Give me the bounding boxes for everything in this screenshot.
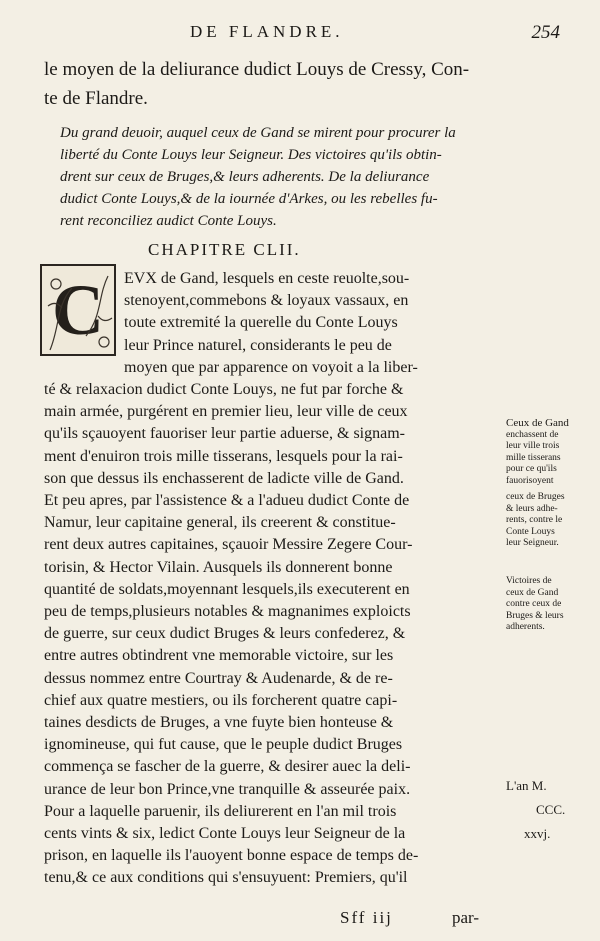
margin-line: rents, contre le [506,515,563,525]
margin-line: pour ce qu'ils [506,464,557,474]
margin-note [506,492,598,550]
body-line: taines desdicts de Bruges, a vne fuyte bien honteuse & [44,714,394,732]
body-line: Et peu apres, par l'assistence & a l'adueu dudict Conte de [44,492,410,510]
summary-line: dudict Conte Louys,& de la iournée d'Arkes, ou les rebelles fu- [60,191,438,207]
year-line: CCC. [536,802,566,817]
body-line: dessus nommez entre Courtray & Audenarde, & de re- [44,669,393,687]
body-line: EVX de Gand, lesquels en ceste reuolte,sou- [124,270,410,287]
body-line: qu'ils sçauoyent fauoriser leur partie aduerse, & signam- [44,425,405,443]
text-line: le moyen de la deliurance dudict Louys de Cressy, Con- [44,59,470,80]
body-line: Namur, leur capitaine general, ils creerent & constitue- [44,514,396,532]
body-line: peu de temps,plusieurs notables & magnanimes exploicts [44,603,411,621]
margin-line: Conte Louys [506,526,555,537]
body-line: entre autres obtindrent vne memorable victoire, sur les [44,647,394,665]
margin-line: leur Seigneur. [506,538,559,548]
body-line: de guerre, sur ceux dudict Bruges & leurs confederez, & [44,625,406,643]
margin-line: adherents. [506,622,545,632]
body-line: stenoyent,commebons & loyaux vassaux, en [124,292,409,310]
margin-line: fauorisoyent [506,475,554,486]
body-line: Pour a laquelle paruenir, ils deliurerent en l'an mil trois [44,802,397,820]
margin-line: Ceux de Gand [506,418,569,429]
body-line: prison, en laquelle ils l'auoyent bonne espace de temps de- [44,847,419,865]
continuation-text [44,55,514,113]
chapter-heading: CHAPITRE CLII. [148,240,301,259]
signature-mark: Sff iij [340,908,393,927]
summary-line: drent sur ceux de Bruges,& leurs adherents. De la deliurance [60,169,430,185]
body-line: cents vints & six, ledict Conte Louys leur Seigneur de la [44,825,406,843]
chapter-summary [60,122,530,232]
running-title: DE FLANDRE. [190,22,344,41]
year-line: L'an M. [506,778,547,793]
body-line: urance de leur bon Prince,vne tranquille & asseurée paix. [44,780,411,798]
body-line: son que dessus ils enchasserent de ladicte ville de Gand. [44,469,404,487]
margin-note [506,418,598,487]
year-line: xxvj. [524,826,551,841]
catchword: par- [452,908,480,927]
body-line: leur Prince naturel, considerants le peu de [124,336,392,354]
drop-cap-letter: C [52,270,104,350]
margin-line: mille tisserans [506,452,561,463]
body-line: commença se fascher de la guerre, & desirer auec la deli- [44,758,411,776]
margin-line: ceux de Gand [506,587,559,598]
body-line: rent deux autres capitaines, sçauoir Messire Zegere Cour- [44,536,413,554]
body-line: ignomineuse, qui fut cause, que le peuple dudict Bruges [44,736,403,754]
margin-note [506,576,598,634]
year-margin-note [506,774,596,846]
page-header [40,22,570,46]
margin-line: contre ceux de [506,599,562,609]
body-line: ment d'enuiron trois mille tisserans, lesquels pour la rai- [44,447,403,465]
margin-line: & leurs adhe- [506,503,558,514]
margin-line: Victoires de [506,576,552,586]
body-text [44,268,504,890]
summary-line: liberté du Conte Louys leur Seigneur. Des victoires qu'ils obtin- [60,147,442,163]
page-number: 254 [531,22,560,43]
body-line: té & relaxacion dudict Conte Louys, ne fut par forche & [44,381,404,399]
margin-line: ceux de Bruges [506,492,565,502]
body-line: toute extremité la querelle du Conte Louys [124,314,398,332]
margin-line: enchassent de [506,429,559,440]
margin-line: leur ville trois [506,441,560,451]
body-line: tenu,& ce aux conditions qui s'ensuyuent: Premiers, qu'il [44,869,408,887]
summary-line: rent reconciliez audict Conte Louys. [60,213,277,229]
body-line: main armée, purgérent en premier lieu, leur ville de ceux [44,403,408,421]
body-line: chief aux quatre mestiers, ou ils forcherent quatre capi- [44,691,398,709]
margin-line: Bruges & leurs [506,610,564,621]
text-line: te de Flandre. [44,88,148,109]
body-line: quantité de soldats,moyennant lesquels,ils executerent en [44,580,410,598]
summary-line: Du grand deuoir, auquel ceux de Gand se mirent pour procurer la [60,125,456,141]
body-line: torisin, & Hector Vilain. Ausquels ils donnerent bonne [44,558,393,576]
body-line: moyen que par apparence on voyoit a la liber- [124,358,418,376]
